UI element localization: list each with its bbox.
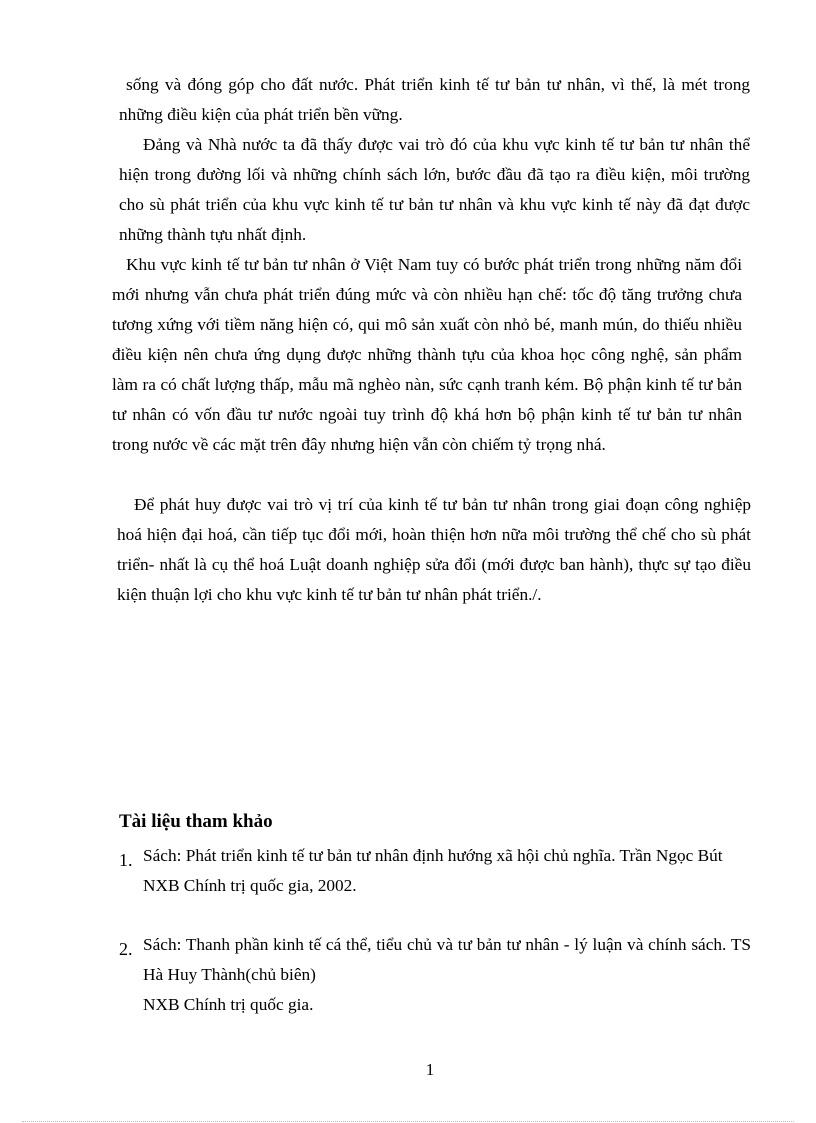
reference-publisher: NXB Chính trị quốc gia, 2002. <box>143 876 357 895</box>
reference-number: 2. <box>119 939 133 959</box>
body-paragraph-2: Đảng và Nhà nước ta đã thấy được vai trò đó của khu vực kinh tế tư bản tư nhân thể hiện trong đường lối và những chính sách lớn, bước đầu đã tạo ra điều kiện, môi trường cho sù phát triển của khu vực kinh tế tư bản tư nhân và khu vực kinh tế này đã đạt được những thành tựu nhất định. <box>119 135 750 244</box>
body-paragraph-3: Khu vực kinh tế tư bản tư nhân ở Việt Nam tuy có bước phát triển trong những năm đổi mới nhưng vẫn chưa phát triển đúng mức và còn nhiều hạn chế: tốc độ tăng trưởng chưa tương xứng với tiềm năng hiện có, qui mô sản xuất còn nhỏ bé, manh mún, do thiếu nhiều điều kiện nên chưa ứng dụng được những thành tựu của khoa học công nghệ, sản phẩm làm ra có chất lượng thấp, mẫu mã nghèo nàn, sức cạnh tranh kém. Bộ phận kinh tế tư bản tư nhân có vốn đầu tư nước ngoài tuy trình độ khá hơn bộ phận kinh tế tư bản tư nhân trong nước về các mặt trên đây nhưng hiện vẫn còn chiếm tỷ trọng nhá. <box>112 255 742 454</box>
references-heading: Tài liệu tham khảo <box>119 811 273 832</box>
reference-item-1 <box>119 841 751 901</box>
reference-publisher: NXB Chính trị quốc gia. <box>143 995 314 1014</box>
reference-text: Sách: Phát triển kinh tế tư bản tư nhân định hướng xã hội chủ nghĩa. Trần Ngọc Bút <box>143 846 723 865</box>
reference-number: 1. <box>119 850 133 870</box>
reference-item-2 <box>119 930 751 1020</box>
body-paragraph-4: Để phát huy được vai trò vị trí của kinh tế tư bản tư nhân trong giai đoạn công nghiệp hoá hiện đại hoá, cần tiếp tục đổi mới, hoàn thiện hơn nữa môi trường thể chế cho sù phát triển- nhất là cụ thể hoá Luật doanh nghiệp sửa đổi (mới được ban hành), thực sự tạo điều kiện thuận lợi cho khu vực kinh tế tư bản tư nhân phát triển./. <box>117 495 751 604</box>
page-number: 1 <box>425 1060 435 1079</box>
reference-text: Sách: Thanh phần kinh tế cá thể, tiểu chủ và tư bản tư nhân - lý luận và chính sách. TS Hà Huy Thành(chủ biên) <box>143 935 751 984</box>
body-paragraph-1: sống và đóng góp cho đất nước. Phát triển kinh tế tư bản tư nhân, vì thế, là mét trong những điều kiện của phát triển bền vững. <box>119 75 750 124</box>
page-bottom-divider <box>22 1121 794 1122</box>
